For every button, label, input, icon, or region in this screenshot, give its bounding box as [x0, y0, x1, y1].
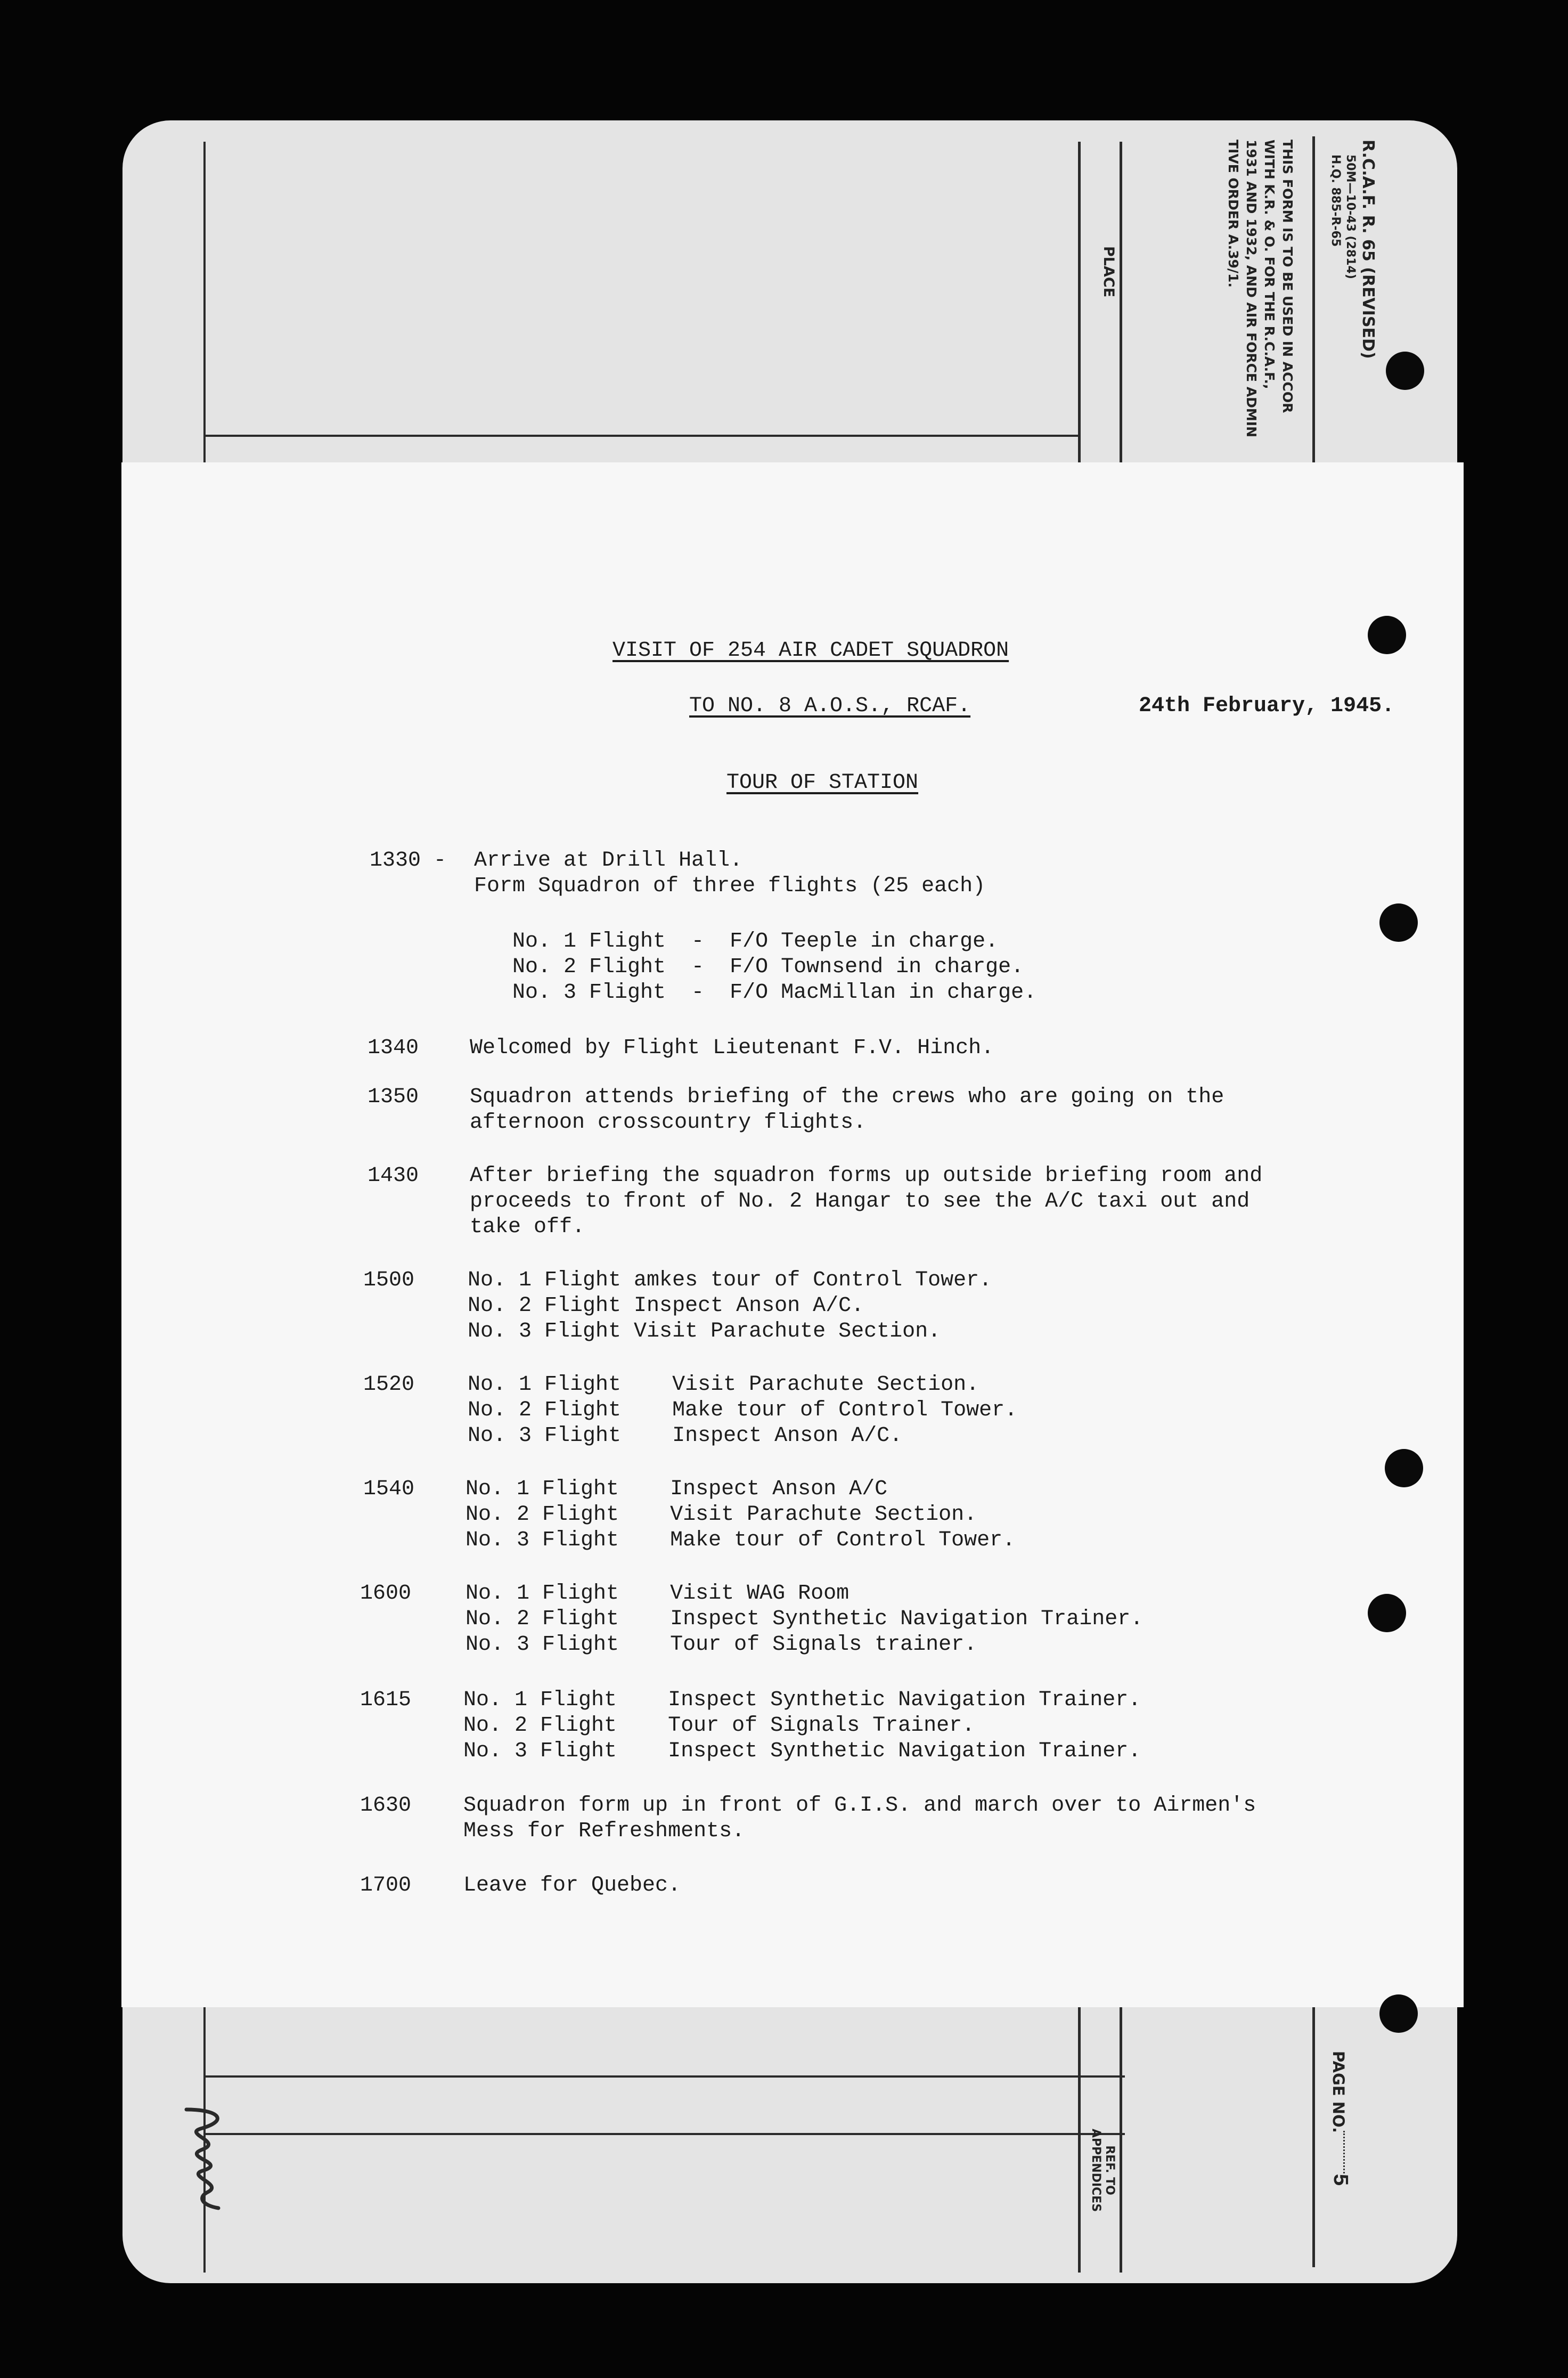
schedule-line: No. 3 Flight Visit Parachute Section.	[468, 1320, 941, 1343]
page-number: 5	[1327, 2173, 1351, 2187]
schedule-line: No. 2 Flight Inspect Synthetic Navigation Trainer.	[466, 1607, 1144, 1631]
page-column-rule	[1312, 1969, 1315, 2267]
schedule-line: No. 3 Flight Inspect Anson A/C.	[468, 1424, 903, 1448]
schedule-line: No. 1 Flight amkes tour of Control Tower.	[468, 1268, 992, 1292]
top-left-rule	[203, 142, 206, 472]
ref-column-left-rule	[1078, 1974, 1081, 2273]
ref-appendices-label: REF. TO APPENDICES	[1089, 2129, 1116, 2212]
place-column-right-rule	[1120, 142, 1122, 472]
schedule-line: No. 1 Flight Inspect Anson A/C	[466, 1477, 888, 1501]
time-1430: 1430	[368, 1164, 419, 1188]
binder-hole	[1368, 616, 1406, 654]
binder-hole	[1368, 1594, 1406, 1632]
time-1350: 1350	[368, 1085, 419, 1109]
schedule-line: After briefing the squadron forms up outside briefing room and	[470, 1164, 1263, 1188]
notice-line-3: 1931 AND 1932, AND AIR FORCE ADMIN	[1244, 140, 1259, 438]
schedule-line: No. 3 Flight Inspect Synthetic Navigation Trainer.	[463, 1739, 1141, 1763]
schedule-line: No. 1 Flight Visit WAG Room	[466, 1582, 850, 1606]
schedule-line: No. 3 Flight Make tour of Control Tower.	[466, 1528, 1016, 1552]
schedule-line: No. 2 Flight Tour of Signals Trainer.	[463, 1714, 975, 1738]
hq-code: H.Q. 885-R-65	[1329, 154, 1342, 247]
document-subtitle: TO NO. 8 A.O.S., RCAF.	[689, 694, 971, 718]
schedule-line: Form Squadron of three flights (25 each)	[474, 874, 986, 898]
flight-assignment-line: No. 1 Flight - F/O Teeple in charge.	[512, 930, 999, 954]
typed-sheet	[121, 462, 1464, 2007]
flight-assignment-line: No. 2 Flight - F/O Townsend in charge.	[512, 955, 1024, 979]
binder-hole-top	[1386, 352, 1424, 390]
schedule-line: Squadron form up in front of G.I.S. and march over to Airmen's	[463, 1794, 1256, 1818]
notice-column-rule	[1312, 136, 1315, 477]
document-date: 24th February, 1945.	[1139, 694, 1395, 718]
schedule-line: No. 2 Flight Visit Parachute Section.	[466, 1503, 977, 1527]
notice-line-4: TIVE ORDER A.39/1.	[1226, 140, 1241, 288]
time-1615: 1615	[360, 1688, 412, 1712]
schedule-line: Arrive at Drill Hall.	[474, 849, 743, 873]
time-1520: 1520	[363, 1373, 415, 1397]
schedule-line: afternoon crosscountry flights.	[470, 1111, 867, 1135]
flight-assignment-line: No. 3 Flight - F/O MacMillan in charge.	[512, 981, 1037, 1005]
page-number-dotted-line	[1343, 2131, 1346, 2173]
place-label: PLACE	[1100, 246, 1117, 298]
schedule-line: Mess for Refreshments.	[463, 1819, 745, 1843]
notice-line-1: THIS FORM IS TO BE USED IN ACCOR	[1280, 140, 1295, 413]
schedule-line: Leave for Quebec.	[463, 1874, 681, 1897]
schedule-line: Squadron attends briefing of the crews who are going on the	[470, 1085, 1224, 1109]
schedule-line: No. 3 Flight Tour of Signals trainer.	[466, 1633, 977, 1657]
document-title: VISIT OF 254 AIR CADET SQUADRON	[612, 639, 1009, 663]
form-code: R.C.A.F. R. 65 (REVISED)	[1359, 140, 1377, 359]
schedule-line: No. 1 Flight Visit Parachute Section.	[468, 1373, 979, 1397]
time-1540: 1540	[363, 1477, 415, 1501]
time-1630: 1630	[360, 1794, 412, 1818]
schedule-line: No. 2 Flight Inspect Anson A/C.	[468, 1294, 864, 1318]
notice-line-2: WITH K.R. & O. FOR THE R.C.A.F.,	[1262, 140, 1277, 389]
binder-hole	[1379, 903, 1418, 942]
time-1700: 1700	[360, 1874, 412, 1897]
schedule-line: take off.	[470, 1215, 585, 1239]
schedule-line: proceeds to front of No. 2 Hangar to see the A/C taxi out and	[470, 1190, 1250, 1214]
bottom-horizontal-rule-1	[203, 2075, 1125, 2078]
time-1330: 1330 -	[370, 849, 447, 873]
schedule-line: No. 1 Flight Inspect Synthetic Navigation Trainer.	[463, 1688, 1141, 1712]
schedule-line: No. 2 Flight Make tour of Control Tower.	[468, 1398, 1018, 1422]
page-label: PAGE NO.	[1329, 2051, 1348, 2133]
handwritten-initials-graphic	[170, 2104, 240, 2211]
schedule-line: Welcomed by Flight Lieutenant F.V. Hinch.	[470, 1036, 994, 1060]
section-title: TOUR OF STATION	[726, 771, 919, 795]
binder-hole-bottom	[1379, 1994, 1418, 2033]
time-1600: 1600	[360, 1582, 412, 1606]
time-1340: 1340	[368, 1036, 419, 1060]
bottom-horizontal-rule-2	[203, 2133, 1125, 2135]
time-1500: 1500	[363, 1268, 415, 1292]
ref-column-right-rule	[1120, 1974, 1122, 2273]
top-horizontal-rule	[203, 435, 1080, 437]
print-code: 50M—10-43 (2814)	[1344, 154, 1357, 279]
place-column-left-rule	[1078, 142, 1081, 472]
binder-hole	[1385, 1449, 1423, 1487]
